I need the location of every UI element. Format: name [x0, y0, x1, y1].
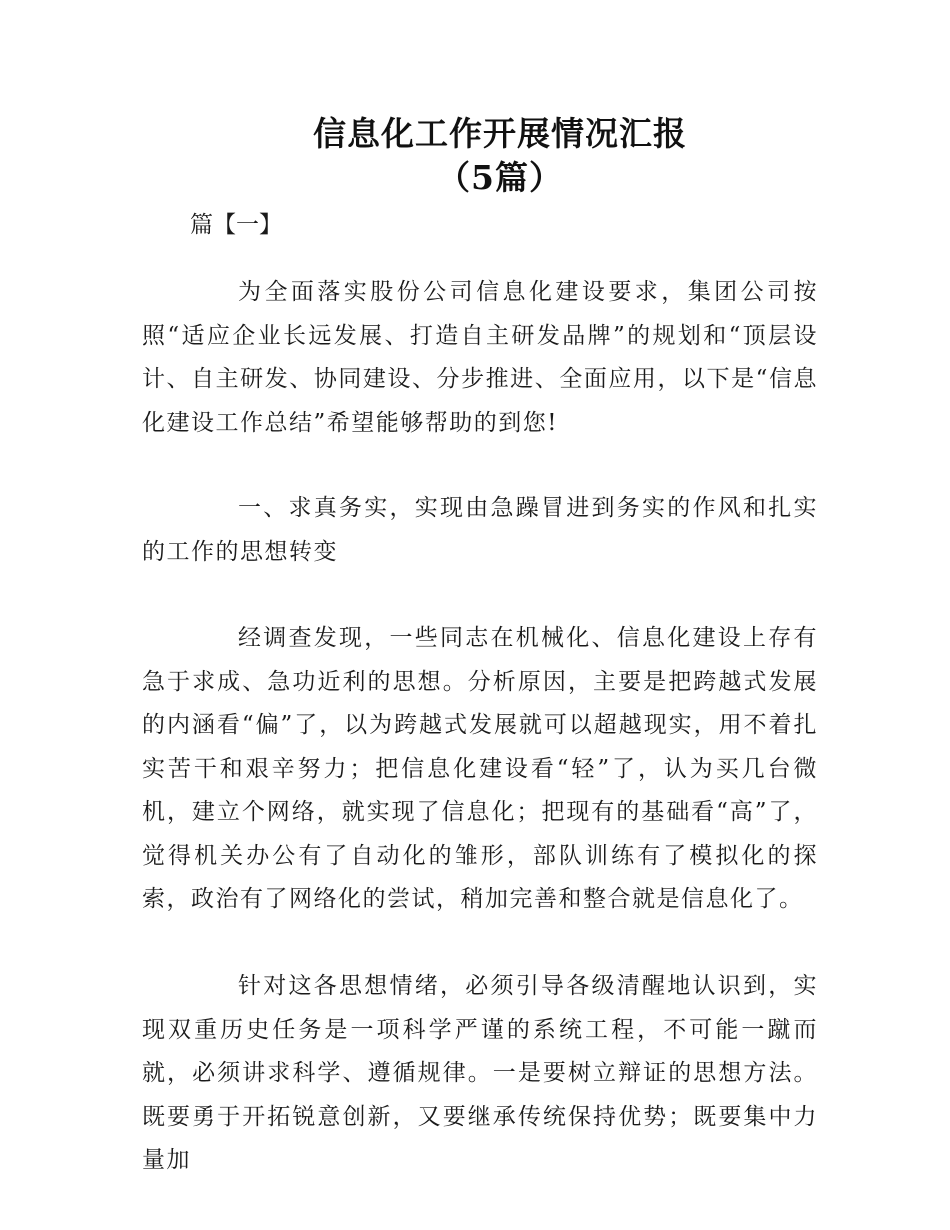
body-paragraph: 经调查发现，一些同志在机械化、信息化建设上存有急于求成、急功近利的思想。分析原因，主要是把跨越式发展的内涵看“偏”了，以为跨越式发展就可以超越现实，用不着扎实苦干和艰辛努力；把信息化建设看“轻”了，认为买几台微机，建立个网络，就实现了信息化；把现有的基础看“高”了，觉得机关办公有了自动化的雏形，部队训练有了模拟化的探索，政治有了网络化的尝试，稍加完善和整合就是信息化了。: [142, 625, 818, 912]
intro-paragraph: 为全面落实股份公司信息化建设要求，集团公司按照“适应企业长远发展、打造自主研发品牌”的规划和“顶层设计、自主研发、协同建设、分步推进、全面应用，以下是“信息化建设工作总结”希望能够帮助的到您!: [142, 279, 818, 436]
section-heading-1: 一、求真务实，实现由急躁冒进到务实的作风和扎实的工作的思想转变: [142, 495, 818, 565]
document-subtitle: （5篇）: [437, 158, 563, 197]
document-title: 信息化工作开展情况汇报: [313, 114, 687, 153]
body-paragraph: 针对这各思想情绪，必须引导各级清醒地认识到，实现双重历史任务是一项科学严谨的系统工程，不可能一蹴而就，必须讲求科学、遵循规律。一是要树立辩证的思想方法。既要勇于开拓锐意创新，又要继承传统保持优势；既要集中力量加: [142, 973, 818, 1173]
section-label: 篇【一】: [190, 212, 282, 238]
